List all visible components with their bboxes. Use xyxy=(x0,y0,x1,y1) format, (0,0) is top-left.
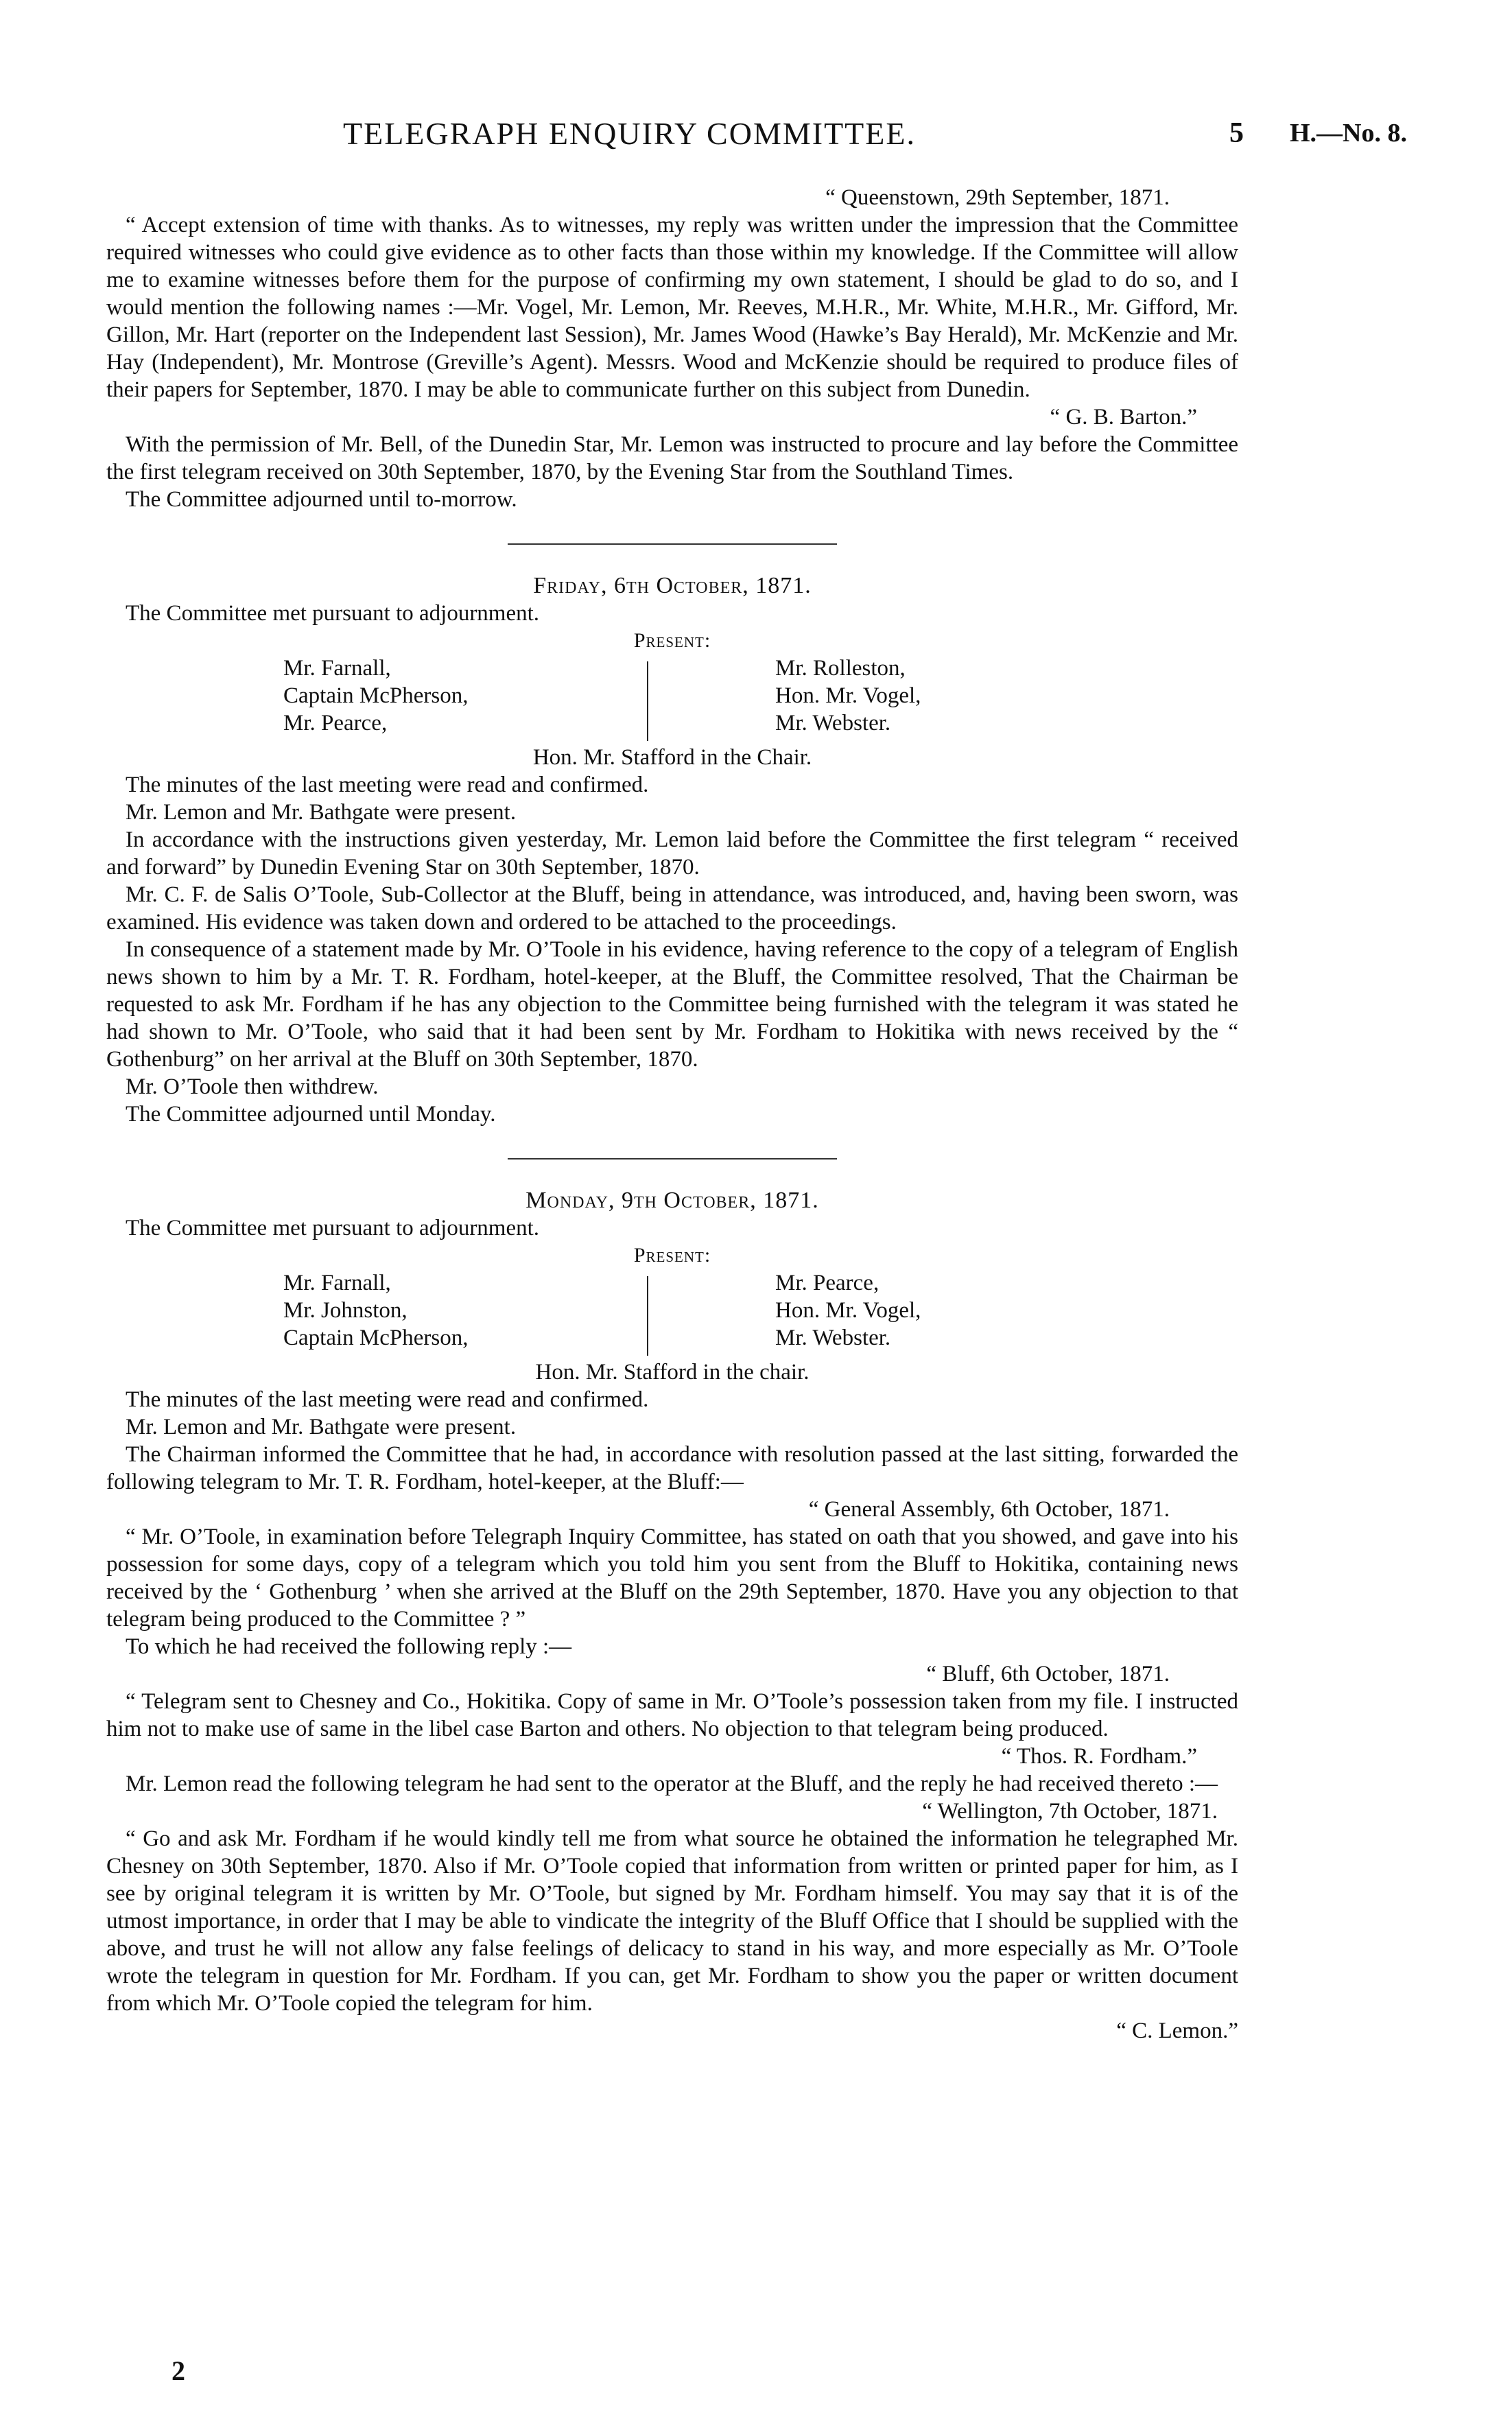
document-body xyxy=(106,184,1238,2045)
folio-number: 2 xyxy=(172,2355,185,2386)
member-name: Mr. Webster. xyxy=(775,711,891,735)
member-name: Mr. Pearce, xyxy=(283,711,388,735)
paragraph: Mr. Lemon read the following telegram he had sent to the operator at the Bluff, and the reply he had received thereto :— xyxy=(126,1772,1218,1796)
paragraph: Mr. Lemon and Mr. Bathgate were present. xyxy=(126,800,517,825)
section-queenstown-letter xyxy=(106,184,1238,513)
paragraph: The Committee met pursuant to adjournment. xyxy=(126,1216,540,1240)
telegram-text: “ Mr. O’Toole, in examination before Telegraph Inquiry Committee, has stated on oath that you showed, and gave into his possession for some days, copy of a telegram which you told him you sent from the Bluff to Hokitika, containing news received by the ‘ Gothenburg ’ when she arrived at the Bluff on the 29th September, 1870. Have you any objection to that telegram being produced to the Committee ? ” xyxy=(106,1525,1238,1632)
paper-reference: H.—No. 8. xyxy=(1290,119,1407,148)
signature: “ G. B. Barton.” xyxy=(1050,405,1197,429)
attendance-right-column xyxy=(775,1269,921,1352)
chair-line: Hon. Mr. Stafford in the chair. xyxy=(535,1360,810,1385)
dateline: “ Queenstown, 29th September, 1871. xyxy=(825,185,1170,210)
section-divider xyxy=(508,543,837,545)
section-divider xyxy=(508,1158,837,1160)
member-name: Mr. Johnston, xyxy=(283,1298,407,1323)
member-name: Hon. Mr. Vogel, xyxy=(775,1298,921,1323)
paragraph: The Committee met pursuant to adjournment. xyxy=(126,601,540,626)
telegram-text: “ Telegram sent to Chesney and Co., Hokitika. Copy of same in Mr. O’Toole’s possession taken from my file. I instructed him not to make use of same in the libel case Barton and others. No objection to that telegram being produced. xyxy=(106,1689,1238,1741)
paragraph: Mr. Lemon and Mr. Bathgate were present. xyxy=(126,1415,517,1439)
paragraph: Mr. C. F. de Salis O’Toole, Sub-Collector at the Bluff, being in attendance, was introduced, and, having been sworn, was examined. His evidence was taken down and ordered to be attached to the proceedings. xyxy=(106,882,1238,934)
column-divider xyxy=(647,1276,648,1356)
dateline: “ General Assembly, 6th October, 1871. xyxy=(808,1497,1170,1522)
member-name: Mr. Farnall, xyxy=(283,656,391,681)
paragraph: The Chairman informed the Committee that he had, in accordance with resolution passed at the last sitting, forwarded the following telegram to Mr. T. R. Fordham, hotel-keeper, at the Bluff:— xyxy=(106,1442,1238,1494)
member-name: Captain McPherson, xyxy=(283,683,469,708)
paragraph: To which he had received the following reply :— xyxy=(126,1634,572,1659)
attendance-left-column xyxy=(283,655,468,737)
paragraph: The minutes of the last meeting were read and confirmed. xyxy=(126,773,649,797)
attendance-list xyxy=(106,655,1238,744)
dateline: “ Wellington, 7th October, 1871. xyxy=(922,1799,1218,1824)
present-label: Present: xyxy=(633,629,711,652)
page-number: 5 xyxy=(1229,117,1244,149)
paragraph: The Committee adjourned until to-morrow. xyxy=(126,487,517,512)
meeting-date-heading: Monday, 9th October, 1871. xyxy=(525,1188,819,1213)
member-name: Mr. Rolleston, xyxy=(775,656,906,681)
paragraph: In accordance with the instructions given yesterday, Mr. Lemon laid before the Committee the first telegram “ received and forward” by Dunedin Evening Star on 30th September, 1870. xyxy=(106,827,1238,880)
letter-body: “ Accept extension of time with thanks. As to witnesses, my reply was written under the impression that the Committee required witnesses who could give evidence as to other facts than those within my knowledge. If the Committee will allow me to examine witnesses before them for the purpose of confirming my own statement, I should be glad to do so, and I would mention the following names :—Mr. Vogel, Mr. Lemon, Mr. Reeves, M.H.R., Mr. White, M.H.R., Mr. Gifford, Mr. Gillon, Mr. Hart (reporter on the Independent last Session), Mr. James Wood (Hawke’s Bay Herald), Mr. McKenzie and Mr. Hay (Independent), Mr. Montrose (Greville’s Agent). Messrs. Wood and McKenzie should be required to produce files of their papers for September, 1870. I may be able to communicate further on this subject from Dunedin. xyxy=(106,213,1238,402)
paragraph: Mr. O’Toole then withdrew. xyxy=(126,1074,379,1099)
paragraph: The minutes of the last meeting were read and confirmed. xyxy=(126,1387,649,1412)
section-friday-meeting xyxy=(106,572,1238,1128)
running-title: TELEGRAPH ENQUIRY COMMITTEE. xyxy=(343,116,916,151)
attendance-right-column xyxy=(775,655,921,737)
dateline: “ Bluff, 6th October, 1871. xyxy=(926,1662,1170,1686)
member-name: Hon. Mr. Vogel, xyxy=(775,683,921,708)
member-name: Captain McPherson, xyxy=(283,1326,469,1350)
telegram-text: “ Go and ask Mr. Fordham if he would kindly tell me from what source he obtained the information he telegraphed Mr. Chesney on 30th September, 1870. Also if Mr. O’Toole copied that information from written or printed paper for him, as I see by original telegram it is written by Mr. O’Toole, but signed by Mr. Fordham himself. You may say that it is of the utmost importance, in order that I may be able to vindicate the integrity of the Bluff Office that I should be supplied with the above, and trust he will not allow any false feelings of delicacy to stand in his way, and more especially as Mr. O’Toole wrote the telegram in question for Mr. Fordham. If you can, get Mr. Fordham to show you the paper or written document from which Mr. O’Toole copied the telegram for him. xyxy=(106,1826,1238,2016)
member-name: Mr. Farnall, xyxy=(283,1271,391,1295)
present-label: Present: xyxy=(633,1244,711,1267)
member-name: Mr. Webster. xyxy=(775,1326,891,1350)
attendance-list xyxy=(106,1269,1238,1358)
signature: “ Thos. R. Fordham.” xyxy=(1001,1744,1197,1769)
paragraph: With the permission of Mr. Bell, of the Dunedin Star, Mr. Lemon was instructed to procure and lay before the Committee the first telegram received on 30th September, 1870, by the Evening Star from the Southland Times. xyxy=(106,432,1238,484)
signature: “ C. Lemon.” xyxy=(1116,2018,1238,2043)
chair-line: Hon. Mr. Stafford in the Chair. xyxy=(532,745,812,770)
column-divider xyxy=(647,661,648,741)
attendance-left-column xyxy=(283,1269,468,1352)
paragraph: The Committee adjourned until Monday. xyxy=(126,1102,496,1127)
member-name: Mr. Pearce, xyxy=(775,1271,879,1295)
page-header xyxy=(0,115,1512,156)
paragraph: In consequence of a statement made by Mr. O’Toole in his evidence, having reference to the copy of a telegram of English news shown to him by a Mr. T. R. Fordham, hotel-keeper, at the Bluff, the Committee resolved, That the Chairman be requested to ask Mr. Fordham if he has any objection to the Committee being furnished with the telegram it was stated he had shown to Mr. O’Toole, who said that it had been sent by Mr. Fordham to Hokitika with news received by the “ Gothenburg” on her arrival at the Bluff on 30th September, 1870. xyxy=(106,937,1238,1072)
meeting-date-heading: Friday, 6th October, 1871. xyxy=(533,573,812,598)
section-monday-meeting xyxy=(106,1187,1238,2045)
